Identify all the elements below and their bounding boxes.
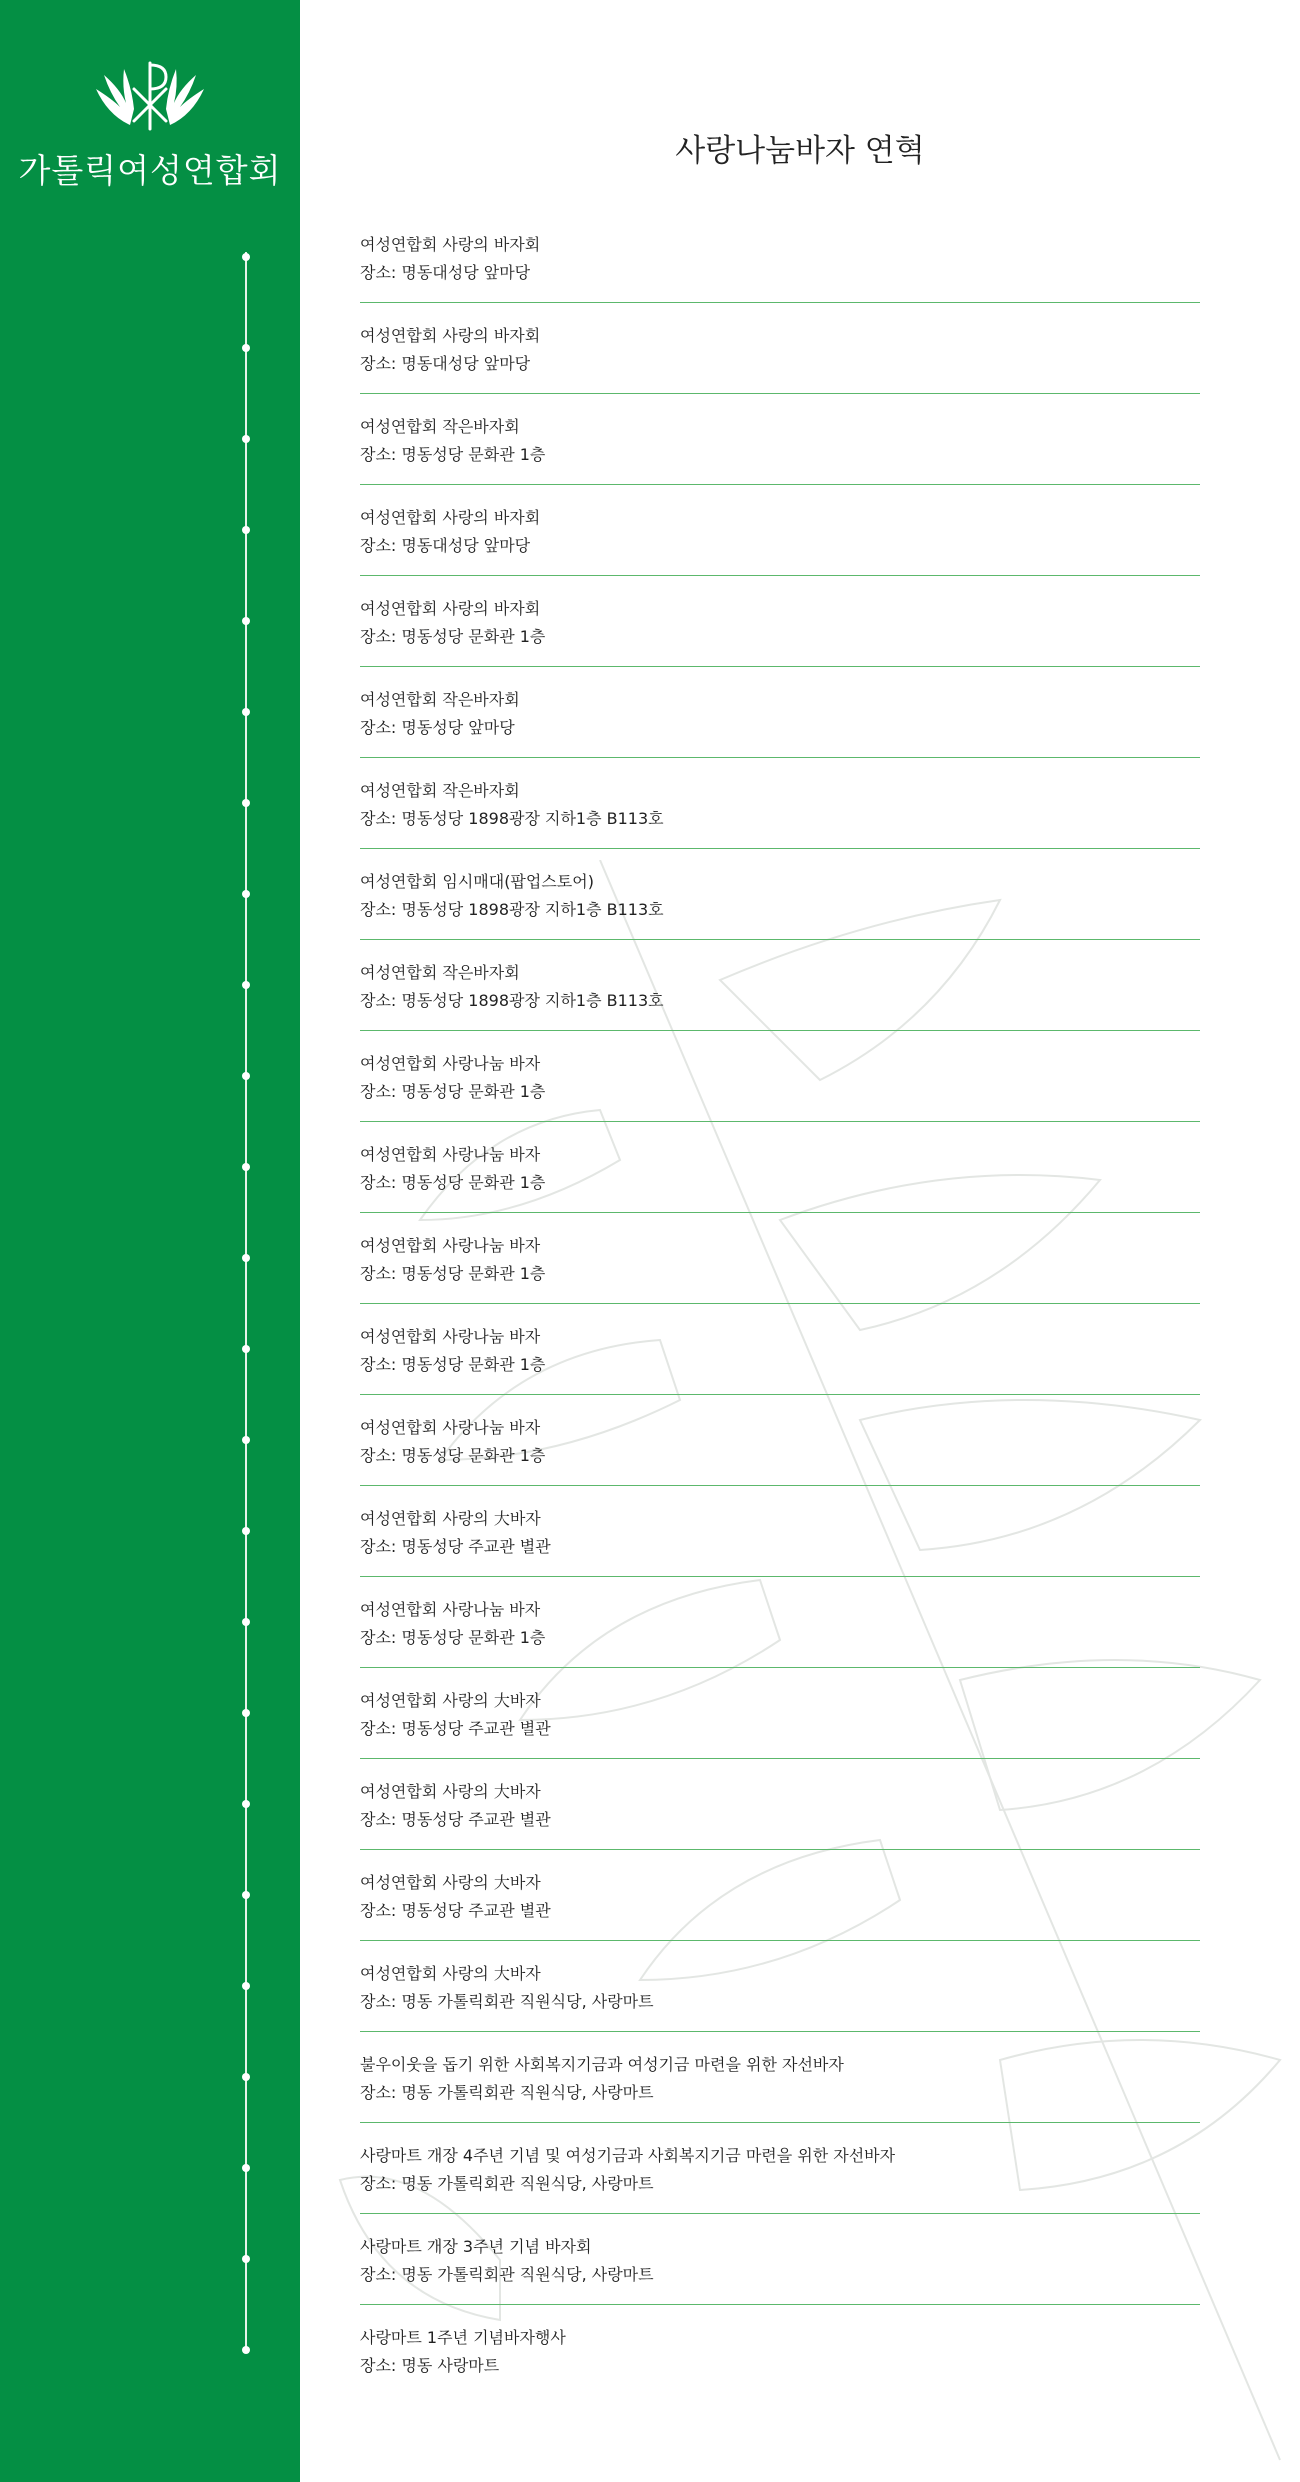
entry-place: 장소: 명동성당 1898광장 지하1층 B113호 (360, 900, 664, 919)
entry-place: 장소: 명동성당 주교관 별관 (360, 1810, 551, 1829)
entry-divider (360, 1667, 1200, 1668)
timeline-entry (360, 417, 1200, 465)
entry-place: 장소: 명동성당 문화관 1층 (360, 1446, 546, 1465)
entry-place: 장소: 명동 사랑마트 (360, 2356, 500, 2375)
entry-title: 사랑마트 개장 4주년 기념 및 여성기금과 사회복지기금 마련을 위한 자선바자 (360, 2146, 896, 2165)
timeline-entry (360, 2328, 1200, 2376)
entry-title: 여성연합회 사랑나눔 바자 (360, 1054, 541, 1073)
timeline-dot (242, 2346, 250, 2354)
timeline-dot (242, 1072, 250, 1080)
timeline-dot (242, 799, 250, 807)
entry-title: 여성연합회 사랑의 大바자 (360, 1691, 541, 1710)
entry-divider (360, 2031, 1200, 2032)
entry-divider (360, 2304, 1200, 2305)
entry-title: 여성연합회 작은바자회 (360, 417, 520, 436)
entry-divider (360, 2213, 1200, 2214)
entry-divider (360, 1212, 1200, 1213)
org-name: 가톨릭여성연합회 (18, 151, 282, 190)
entry-divider (360, 666, 1200, 667)
timeline-entry (360, 1873, 1200, 1921)
entry-place: 장소: 명동성당 주교관 별관 (360, 1901, 551, 1920)
timeline-entry (360, 326, 1200, 374)
timeline-entry (360, 1327, 1200, 1375)
timeline-entry (360, 2146, 1200, 2194)
timeline-dot (242, 1891, 250, 1899)
entry-title: 여성연합회 사랑의 바자회 (360, 235, 541, 254)
entry-divider (360, 848, 1200, 849)
timeline-entry (360, 1782, 1200, 1830)
entry-divider (360, 575, 1200, 576)
entry-title: 사랑마트 개장 3주년 기념 바자회 (360, 2237, 592, 2256)
entry-divider (360, 1030, 1200, 1031)
entry-divider (360, 1849, 1200, 1850)
entry-place: 장소: 명동성당 1898광장 지하1층 B113호 (360, 809, 664, 828)
entry-title: 여성연합회 사랑의 大바자 (360, 1782, 541, 1801)
timeline-dot (242, 981, 250, 989)
entry-place: 장소: 명동성당 문화관 1층 (360, 1628, 546, 1647)
entry-title: 여성연합회 사랑나눔 바자 (360, 1418, 541, 1437)
main-content (300, 0, 1300, 2482)
entry-place: 장소: 명동 가톨릭회관 직원식당, 사랑마트 (360, 1992, 654, 2011)
entry-divider (360, 1758, 1200, 1759)
chi-rho-wreath-icon (90, 55, 210, 135)
entry-place: 장소: 명동성당 1898광장 지하1층 B113호 (360, 991, 664, 1010)
entry-place: 장소: 명동대성당 앞마당 (360, 263, 531, 282)
timeline-entry (360, 1964, 1200, 2012)
entry-place: 장소: 명동성당 문화관 1층 (360, 1264, 546, 1283)
timeline-dot (242, 435, 250, 443)
entry-divider (360, 1303, 1200, 1304)
entry-title: 여성연합회 작은바자회 (360, 781, 520, 800)
timeline-entry (360, 1600, 1200, 1648)
timeline-entry (360, 599, 1200, 647)
entry-title: 사랑마트 1주년 기념바자행사 (360, 2328, 566, 2347)
timeline-entry (360, 1145, 1200, 1193)
timeline-entry (360, 1418, 1200, 1466)
timeline-entry (360, 690, 1200, 738)
page-title: 사랑나눔바자 연혁 (675, 132, 925, 169)
entry-place: 장소: 명동대성당 앞마당 (360, 354, 531, 373)
entry-title: 여성연합회 사랑나눔 바자 (360, 1600, 541, 1619)
timeline-dot (242, 253, 250, 261)
entry-title: 여성연합회 사랑의 大바자 (360, 1509, 541, 1528)
timeline-dot (242, 1618, 250, 1626)
timeline-dot (242, 1436, 250, 1444)
timeline-entry (360, 1054, 1200, 1102)
entry-title: 여성연합회 사랑의 바자회 (360, 599, 541, 618)
timeline-dot (242, 526, 250, 534)
timeline-dot (242, 2073, 250, 2081)
timeline-entry (360, 2237, 1200, 2285)
entry-title: 여성연합회 사랑의 大바자 (360, 1964, 541, 1983)
entry-divider (360, 1576, 1200, 1577)
entry-divider (360, 1121, 1200, 1122)
entry-title: 여성연합회 사랑의 大바자 (360, 1873, 541, 1892)
timeline-entry (360, 963, 1200, 1011)
timeline-dot (242, 344, 250, 352)
entry-title: 여성연합회 작은바자회 (360, 963, 520, 982)
timeline-dot (242, 708, 250, 716)
timeline-entry (360, 508, 1200, 556)
timeline-entry (360, 235, 1200, 283)
timeline-dot (242, 2164, 250, 2172)
entry-title: 여성연합회 사랑나눔 바자 (360, 1327, 541, 1346)
entry-place: 장소: 명동성당 주교관 별관 (360, 1719, 551, 1738)
entry-place: 장소: 명동성당 문화관 1층 (360, 445, 546, 464)
entry-divider (360, 302, 1200, 303)
entry-place: 장소: 명동 가톨릭회관 직원식당, 사랑마트 (360, 2083, 654, 2102)
entry-divider (360, 484, 1200, 485)
entry-divider (360, 1940, 1200, 1941)
timeline-entry (360, 1509, 1200, 1557)
entry-place: 장소: 명동성당 앞마당 (360, 718, 515, 737)
entry-place: 장소: 명동성당 문화관 1층 (360, 1173, 546, 1192)
entry-place: 장소: 명동성당 문화관 1층 (360, 1355, 546, 1374)
entry-divider (360, 757, 1200, 758)
entry-title: 여성연합회 사랑의 바자회 (360, 508, 541, 527)
entry-divider (360, 939, 1200, 940)
timeline-dot (242, 1709, 250, 1717)
entry-divider (360, 1485, 1200, 1486)
timeline-entry (360, 781, 1200, 829)
entry-title: 여성연합회 임시매대(팝업스토어) (360, 872, 594, 891)
entry-title: 여성연합회 사랑나눔 바자 (360, 1236, 541, 1255)
timeline-dot (242, 1163, 250, 1171)
entry-place: 장소: 명동성당 주교관 별관 (360, 1537, 551, 1556)
entry-divider (360, 1394, 1200, 1395)
timeline-dot (242, 2255, 250, 2263)
timeline-entry (360, 2055, 1200, 2103)
timeline-entry (360, 1691, 1200, 1739)
entry-place: 장소: 명동 가톨릭회관 직원식당, 사랑마트 (360, 2174, 654, 2193)
sidebar (0, 0, 300, 2482)
timeline-dot (242, 617, 250, 625)
timeline-dot (242, 1982, 250, 1990)
timeline-dot (242, 1254, 250, 1262)
timeline-dot (242, 890, 250, 898)
entry-title: 여성연합회 사랑의 바자회 (360, 326, 541, 345)
logo[interactable] (0, 55, 300, 139)
timeline-entry (360, 1236, 1200, 1284)
timeline-line (245, 252, 247, 2352)
timeline-dot (242, 1800, 250, 1808)
entry-title: 여성연합회 사랑나눔 바자 (360, 1145, 541, 1164)
entry-place: 장소: 명동성당 문화관 1층 (360, 1082, 546, 1101)
entry-place: 장소: 명동대성당 앞마당 (360, 536, 531, 555)
entry-place: 장소: 명동 가톨릭회관 직원식당, 사랑마트 (360, 2265, 654, 2284)
timeline-entry (360, 872, 1200, 920)
timeline-dot (242, 1345, 250, 1353)
entry-divider (360, 393, 1200, 394)
timeline-dot (242, 1527, 250, 1535)
entry-divider (360, 2122, 1200, 2123)
entry-title: 불우이웃을 돕기 위한 사회복지기금과 여성기금 마련을 위한 자선바자 (360, 2055, 844, 2074)
entry-title: 여성연합회 작은바자회 (360, 690, 520, 709)
entry-place: 장소: 명동성당 문화관 1층 (360, 627, 546, 646)
